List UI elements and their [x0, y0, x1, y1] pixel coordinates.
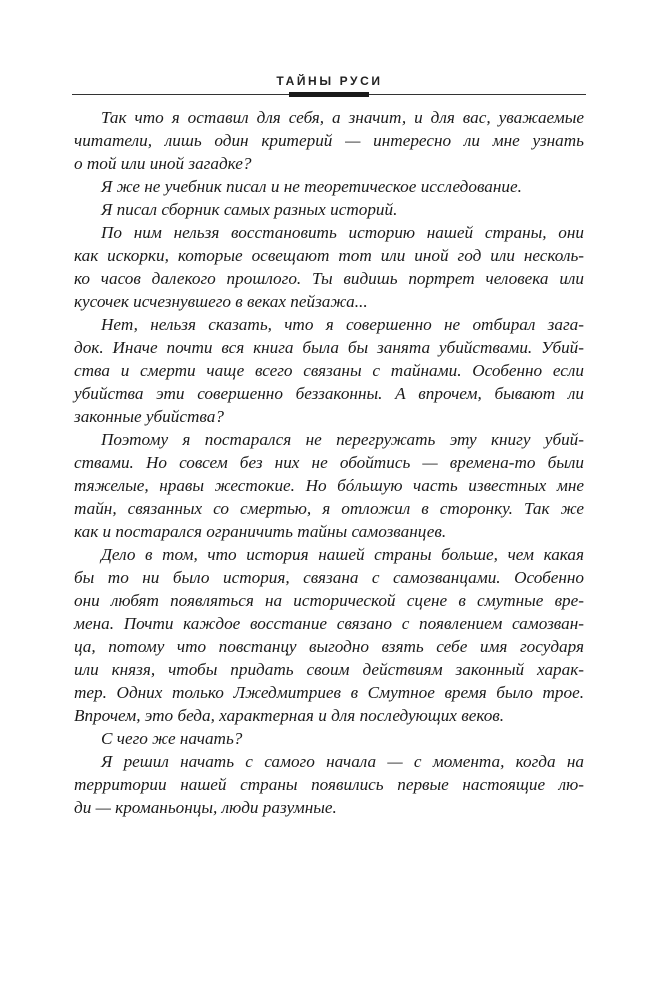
paragraph: [74, 106, 584, 175]
body-text: [74, 106, 584, 819]
paragraph: [74, 543, 584, 727]
text-line: тяжелые, нравы жестокие. Но бóльшую часть известных мне: [74, 476, 584, 495]
text-line: кусочек исчезнувшего в веках пейзажа...: [74, 292, 368, 311]
header-rule-ornament: [289, 92, 369, 97]
text-line: Поэтому я постарался не перегружать эту книгу убий-: [101, 430, 584, 449]
text-line: убийства эти совершенно беззаконны. А впрочем, бывают ли: [74, 384, 584, 403]
text-line: Впрочем, это беда, характерная и для последующих веков.: [74, 706, 505, 725]
paragraph: [74, 428, 584, 543]
text-line: читатели, лишь один критерий — интересно ли мне узнать: [74, 131, 584, 150]
text-line: как искорки, которые освещают тот или иной год или несколь-: [74, 246, 584, 265]
text-line: Так что я оставил для себя, а значит, и для вас, уважаемые: [101, 108, 584, 127]
text-line: ца, потому что повстанцу выгодно взять себе имя государя: [74, 637, 584, 656]
paragraph: [74, 198, 584, 221]
paragraph: [74, 750, 584, 819]
text-line: Я писал сборник самых разных историй.: [101, 200, 398, 219]
text-line: о той или иной загадке?: [74, 154, 252, 173]
running-title: ТАЙНЫ РУСИ: [276, 74, 383, 88]
text-line: док. Иначе почти вся книга была бы занята убийствами. Убий-: [74, 338, 584, 357]
text-line: бы то ни было история, связана с самозванцами. Особенно: [74, 568, 584, 587]
text-line: Я решил начать с самого начала — с момента, когда на: [101, 752, 584, 771]
text-line: ства и смерти чаще всего связаны с тайнами. Особенно если: [74, 361, 584, 380]
text-line: они любят появляться на исторической сцене в смутные вре-: [74, 591, 584, 610]
running-head: [0, 72, 659, 90]
text-line: ствами. Но совсем без них не обойтись — времена-то были: [74, 453, 584, 472]
paragraph: [74, 727, 584, 750]
paragraph: [74, 221, 584, 313]
text-line: территории нашей страны появились первые настоящие лю-: [74, 775, 584, 794]
text-line: ко часов далекого прошлого. Ты видишь портрет человека или: [74, 269, 584, 288]
text-line: законные убийства?: [74, 407, 224, 426]
text-line: С чего же начать?: [101, 729, 243, 748]
paragraph: [74, 313, 584, 428]
text-line: Я же не учебник писал и не теоретическое исследование.: [101, 177, 522, 196]
text-line: По ним нельзя восстановить историю нашей страны, они: [101, 223, 584, 242]
text-line: Дело в том, что история нашей страны больше, чем какая: [101, 545, 584, 564]
text-line: тайн, связанных со смертью, я отложил в сторонку. Так же: [74, 499, 584, 518]
text-line: как и постарался ограничить тайны самозванцев.: [74, 522, 447, 541]
text-line: тер. Одних только Лжедмитриев в Смутное время было трое.: [74, 683, 584, 702]
text-line: мена. Почти каждое восстание связано с появлением самозван-: [74, 614, 584, 633]
text-line: или князя, чтобы придать своим действиям законный харак-: [74, 660, 584, 679]
text-line: Нет, нельзя сказать, что я совершенно не отбирал зага-: [101, 315, 584, 334]
paragraph: [74, 175, 584, 198]
text-line: ди — кроманьонцы, люди разумные.: [74, 798, 337, 817]
